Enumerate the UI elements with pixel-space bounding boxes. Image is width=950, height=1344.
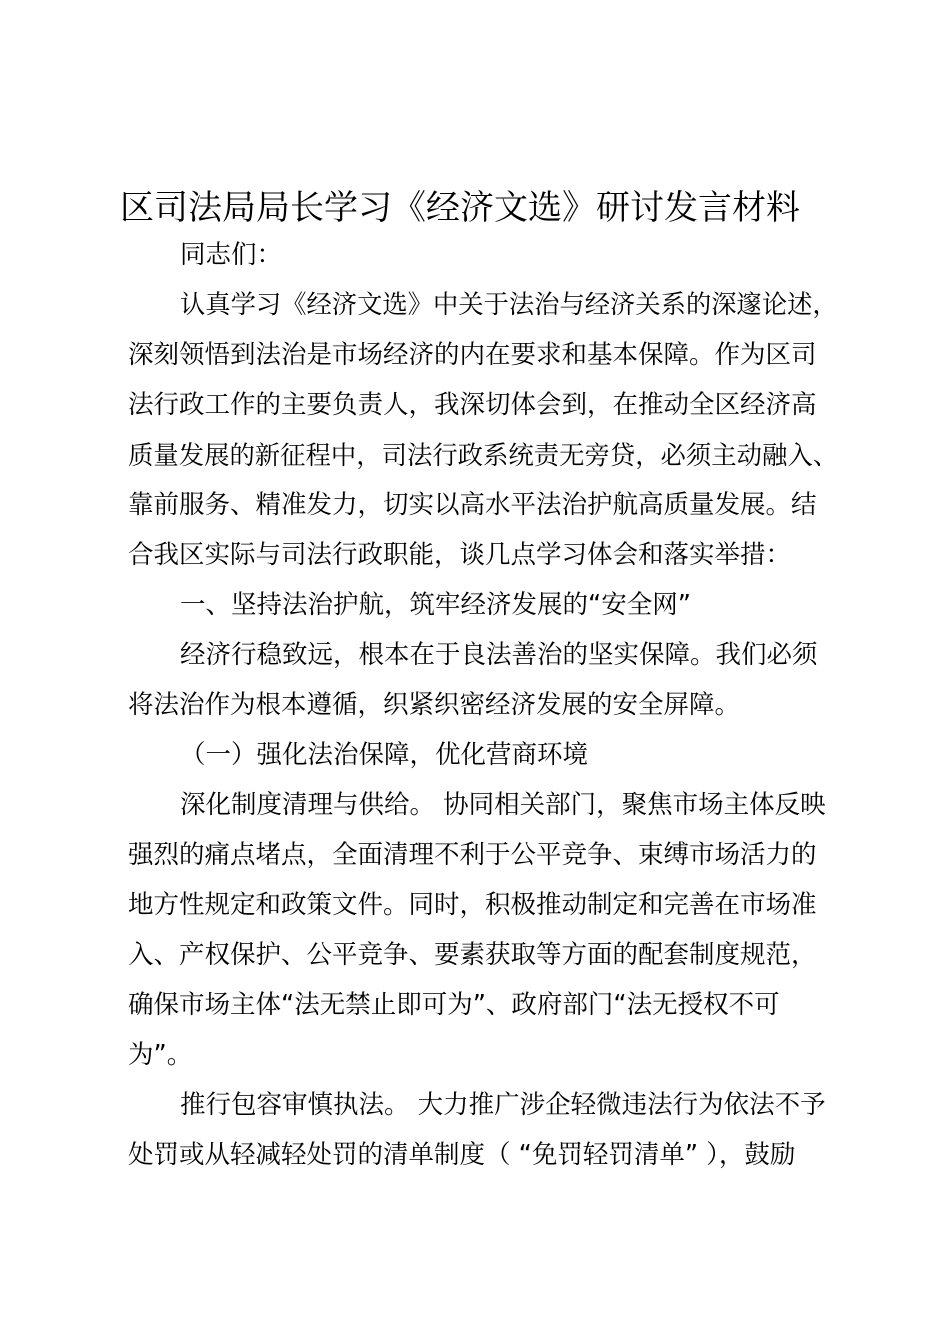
text-line: 处罚或从轻减轻处罚的清单制度（ “免罚轻罚清单” ），鼓励 (128, 1140, 796, 1170)
paragraph-system-cleanup (128, 780, 838, 1080)
text-line: 为”。 (128, 1040, 193, 1070)
text-line: 认真学习《经济文选》中关于法治与经济关系的深邃论述， (180, 290, 838, 319)
paragraph-intro (128, 280, 838, 580)
text-line: 确保市场主体“法无禁止即可为”、政府部门“法无授权不可 (128, 990, 780, 1020)
heading-text: （一）强化法治保障，优化营商环境 (180, 740, 589, 770)
text-line: 将法治作为根本遵循，织紧织密经济发展的安全屏障。 (128, 690, 741, 720)
text-line: 靠前服务、精准发力，切实以高水平法治护航高质量发展。结 (128, 490, 817, 520)
text-line: 深刻领悟到法治是市场经济的内在要求和基本保障。作为区司 (128, 340, 817, 370)
text-line: 质量发展的新征程中，司法行政系统责无旁贷，必须主动融入、 (128, 440, 839, 470)
paragraph-section-1-intro (128, 630, 838, 730)
text-line: 入、产权保护、公平竞争、要素获取等方面的配套制度规范， (128, 940, 817, 970)
text-line: 合我区实际与司法行政职能，谈几点学习体会和落实举措： (128, 540, 792, 570)
subsection-heading-1 (128, 730, 838, 780)
text-line: 推行包容审慎执法。 大力推广涉企轻微违法行为依法不予 (180, 1090, 826, 1120)
section-heading-1 (128, 580, 838, 630)
text-line: 地方性规定和政策文件。同时，积极推动制定和完善在市场准 (128, 890, 817, 920)
text-line: 深化制度清理与供给。 协同相关部门，聚焦市场主体反映 (180, 790, 826, 820)
heading-text: 一、坚持法治护航，筑牢经济发展的“安全网” (180, 590, 691, 620)
paragraph-inclusive-enforcement (128, 1080, 838, 1180)
salutation-text: 同志们： (180, 240, 283, 270)
document-title: 区司法局局长学习《经济文选》研讨发言材料 (120, 188, 800, 228)
text-line: 经济行稳致远，根本在于良法善治的坚实保障。我们必须 (180, 640, 818, 670)
text-line: 强烈的痛点堵点，全面清理不利于公平竞争、束缚市场活力的 (128, 840, 817, 870)
text-line: 法行政工作的主要负责人，我深切体会到，在推动全区经济高 (128, 390, 817, 420)
salutation (128, 230, 838, 280)
